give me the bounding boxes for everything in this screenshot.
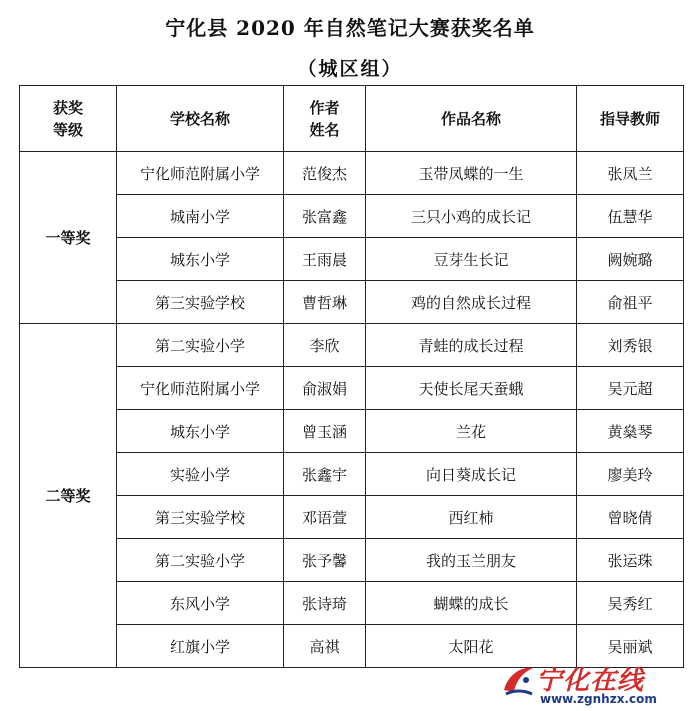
- header-school: 学校名称: [117, 86, 284, 152]
- header-grade-line1: 获奖: [52, 98, 83, 117]
- awards-table: [19, 85, 684, 668]
- work-cell: 青蛙的成长过程: [366, 324, 577, 367]
- header-teacher: 指导教师: [577, 86, 684, 152]
- work-cell: 兰花: [366, 410, 577, 453]
- school-cell: 城东小学: [117, 238, 284, 281]
- header-grade: [20, 86, 117, 152]
- school-cell: 第三实验学校: [117, 281, 284, 324]
- teacher-cell: 黄燊琴: [577, 410, 684, 453]
- school-cell: 城东小学: [117, 410, 284, 453]
- work-cell: 豆芽生长记: [366, 238, 577, 281]
- work-cell: 蝴蝶的成长: [366, 582, 577, 625]
- page-subtitle: （城区组）: [297, 58, 403, 80]
- teacher-cell: 张凤兰: [577, 152, 684, 195]
- work-cell: 太阳花: [366, 625, 577, 668]
- table-header-row: [20, 86, 684, 152]
- school-cell: 红旗小学: [117, 625, 284, 668]
- table-row: [20, 367, 684, 410]
- author-cell: 张富鑫: [284, 195, 366, 238]
- header-author-line1: 作者: [309, 98, 340, 117]
- page-title: 宁化县 2020 年自然笔记大赛获奖名单: [165, 16, 535, 40]
- teacher-cell: 伍慧华: [577, 195, 684, 238]
- teacher-cell: 俞祖平: [577, 281, 684, 324]
- work-cell: 玉带凤蝶的一生: [366, 152, 577, 195]
- author-cell: 高祺: [284, 625, 366, 668]
- author-cell: 张予馨: [284, 539, 366, 582]
- grade-cell: 二等奖: [20, 324, 117, 668]
- table-row: [20, 238, 684, 281]
- header-author: [284, 86, 366, 152]
- table-row: [20, 410, 684, 453]
- author-cell: 曹哲琳: [284, 281, 366, 324]
- work-cell: 向日葵成长记: [366, 453, 577, 496]
- teacher-cell: 吴秀红: [577, 582, 684, 625]
- header-author-line2: 姓名: [309, 120, 340, 139]
- watermark-text: 宁化在线: [536, 666, 645, 696]
- teacher-cell: 吴丽斌: [577, 625, 684, 668]
- school-cell: 第三实验学校: [117, 496, 284, 539]
- school-cell: 东风小学: [117, 582, 284, 625]
- author-cell: 李欣: [284, 324, 366, 367]
- teacher-cell: 廖美玲: [577, 453, 684, 496]
- school-cell: 实验小学: [117, 453, 284, 496]
- table-row: [20, 152, 684, 195]
- watermark-url: www.zgnhzx.com: [540, 692, 657, 706]
- work-cell: 天使长尾天蚕蛾: [366, 367, 577, 410]
- author-cell: 张诗琦: [284, 582, 366, 625]
- work-cell: 三只小鸡的成长记: [366, 195, 577, 238]
- author-cell: 曾玉涵: [284, 410, 366, 453]
- author-cell: 王雨晨: [284, 238, 366, 281]
- site-watermark: [500, 660, 680, 708]
- table-row: [20, 496, 684, 539]
- school-cell: 第二实验小学: [117, 324, 284, 367]
- table-row: [20, 195, 684, 238]
- table-row: [20, 324, 684, 367]
- teacher-cell: 阙婉璐: [577, 238, 684, 281]
- work-cell: 西红柿: [366, 496, 577, 539]
- school-cell: 宁化师范附属小学: [117, 367, 284, 410]
- author-cell: 范俊杰: [284, 152, 366, 195]
- author-cell: 邓语萱: [284, 496, 366, 539]
- school-cell: 第二实验小学: [117, 539, 284, 582]
- header-grade-line2: 等级: [52, 120, 83, 139]
- work-cell: 鸡的自然成长过程: [366, 281, 577, 324]
- school-cell: 城南小学: [117, 195, 284, 238]
- table-row: [20, 453, 684, 496]
- author-cell: 俞淑娟: [284, 367, 366, 410]
- header-work: 作品名称: [366, 86, 577, 152]
- table-row: [20, 539, 684, 582]
- site-logo-icon: [500, 660, 536, 700]
- table-row: [20, 281, 684, 324]
- table-body: [20, 152, 684, 668]
- school-cell: 宁化师范附属小学: [117, 152, 284, 195]
- table-row: [20, 582, 684, 625]
- grade-cell: 一等奖: [20, 152, 117, 324]
- teacher-cell: 张运珠: [577, 539, 684, 582]
- teacher-cell: 吴元超: [577, 367, 684, 410]
- author-cell: 张鑫宇: [284, 453, 366, 496]
- teacher-cell: 曾晓倩: [577, 496, 684, 539]
- teacher-cell: 刘秀银: [577, 324, 684, 367]
- work-cell: 我的玉兰朋友: [366, 539, 577, 582]
